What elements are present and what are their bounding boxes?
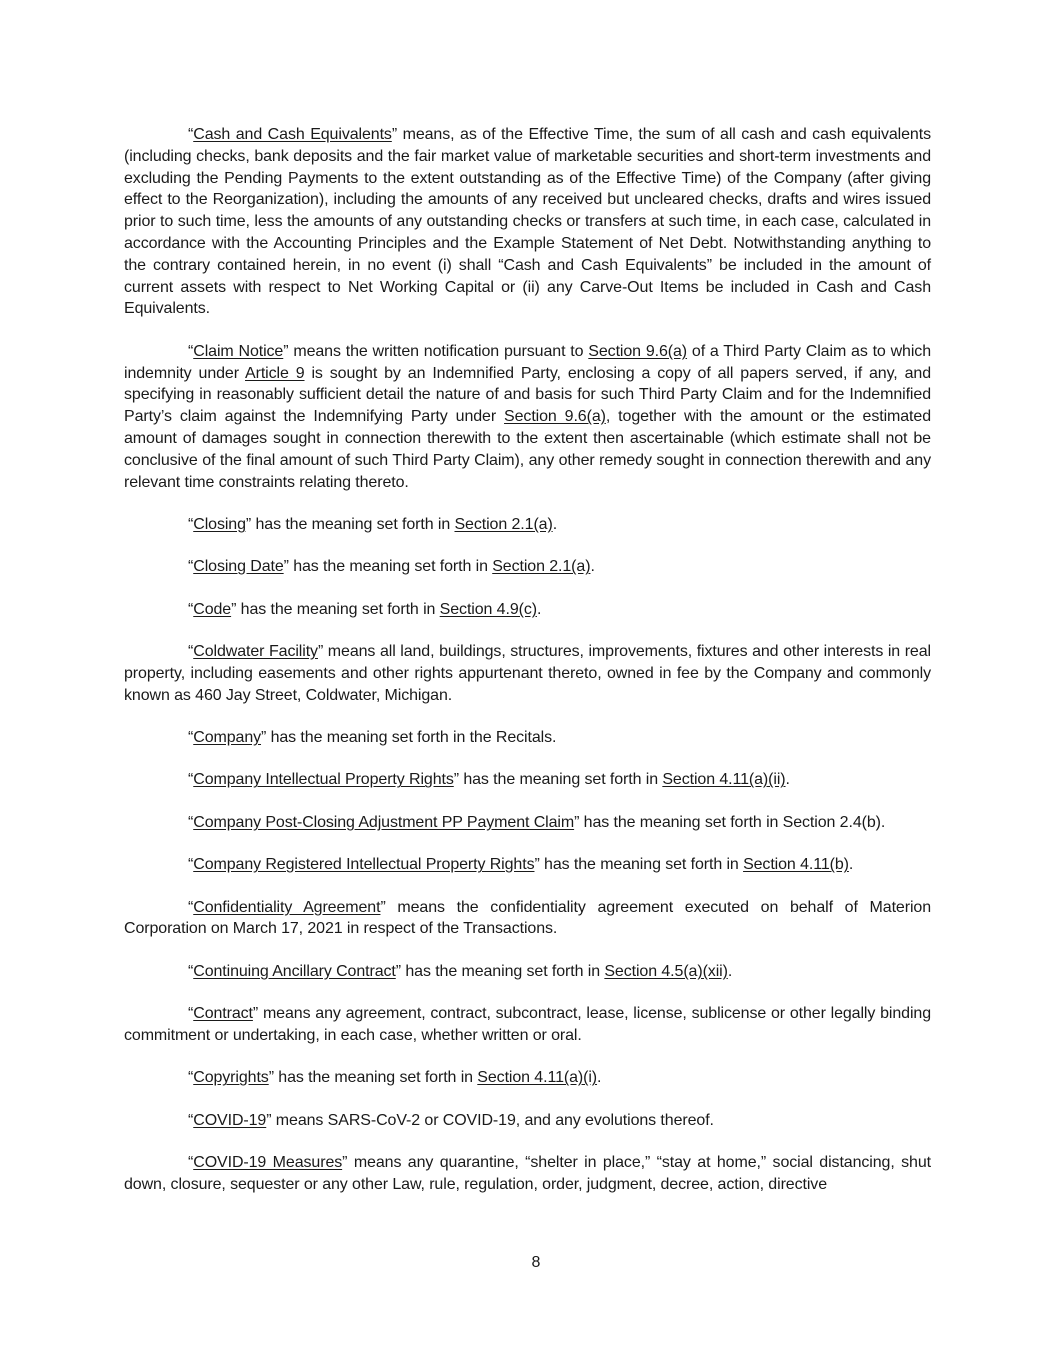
definition-text: “ bbox=[188, 558, 194, 576]
definition-text: . bbox=[848, 856, 854, 874]
definition-text: “ bbox=[188, 856, 194, 874]
defined-term: Cash and Cash Equivalents bbox=[193, 126, 392, 143]
defined-term: Company Post-Closing Adjustment PP Payment Claim bbox=[193, 813, 575, 831]
definition-text: ” has the meaning set forth in bbox=[453, 771, 663, 789]
defined-term: Closing Date bbox=[193, 558, 284, 576]
definition-text: of a Third Party Claim as to which indemnity under bbox=[124, 342, 931, 382]
definition-paragraph bbox=[124, 1152, 931, 1196]
definition-text: ” has the meaning set forth in the Recitals. bbox=[261, 729, 557, 747]
definition-paragraph bbox=[124, 897, 931, 941]
defined-term: Contract bbox=[193, 1005, 253, 1023]
page-number: 8 bbox=[531, 1254, 541, 1271]
defined-term: Company Registered Intellectual Property Rights bbox=[193, 856, 535, 874]
cross-reference: Section 4.11(b) bbox=[743, 856, 849, 874]
definition-text: “ bbox=[188, 962, 194, 980]
cross-reference: Section 9.6(a) bbox=[588, 342, 688, 360]
definition-text: . bbox=[597, 1069, 602, 1087]
definition-text: . bbox=[785, 771, 790, 789]
definition-text: ” has the meaning set forth in bbox=[231, 600, 440, 618]
definition-text: ” means all land, buildings, structures, improvements, fixtures and other interests in real property, including easements and other rights appurtenant thereto, owned in fee by the Company and commonly known as 460 Jay Street, Coldwater, Michigan. bbox=[124, 643, 931, 704]
cross-reference: Section 4.9(c) bbox=[439, 600, 537, 618]
defined-term: Coldwater Facility bbox=[193, 643, 318, 661]
definition-text: “ bbox=[188, 342, 194, 360]
definition-text: “ bbox=[188, 1154, 194, 1172]
defined-term: Company Intellectual Property Rights bbox=[193, 771, 454, 789]
definition-text: . bbox=[727, 962, 733, 980]
definition-text: “ bbox=[188, 643, 194, 661]
definition-paragraph bbox=[124, 769, 931, 791]
definitions-list bbox=[124, 124, 931, 1196]
cross-reference: Section 4.5(a)(xii) bbox=[604, 962, 728, 980]
defined-term: COVID-19 bbox=[193, 1111, 267, 1129]
definition-text: “ bbox=[188, 1069, 194, 1087]
defined-term: Closing bbox=[193, 515, 246, 533]
cross-reference: Section 4.11(a)(ii) bbox=[662, 771, 786, 789]
definition-text: “ bbox=[188, 813, 194, 831]
definition-text: “ bbox=[188, 1005, 194, 1023]
definition-text: . bbox=[590, 558, 595, 576]
defined-term: COVID-19 Measures bbox=[193, 1154, 343, 1172]
definition-text: “ bbox=[188, 729, 194, 747]
cross-reference: Section 2.1(a) bbox=[492, 558, 591, 576]
definition-paragraph bbox=[124, 1110, 931, 1132]
definition-text: . bbox=[552, 515, 558, 533]
definition-paragraph bbox=[124, 599, 931, 621]
definition-text: “ bbox=[188, 1111, 194, 1129]
defined-term: Code bbox=[193, 600, 232, 618]
cross-reference: Section 2.1(a) bbox=[454, 515, 553, 533]
defined-term: Confidentiality Agreement bbox=[193, 898, 381, 916]
definition-text: ” has the meaning set forth in bbox=[395, 962, 605, 980]
defined-term: Copyrights bbox=[193, 1069, 269, 1087]
definition-text: “ bbox=[188, 898, 194, 916]
definition-text: ” has the meaning set forth in bbox=[534, 856, 744, 874]
definition-text: ” means SARS-CoV-2 or COVID-19, and any evolutions thereof. bbox=[266, 1111, 714, 1129]
defined-term: Continuing Ancillary Contract bbox=[193, 962, 396, 980]
defined-term: Claim Notice bbox=[193, 342, 284, 360]
definition-paragraph bbox=[124, 854, 931, 876]
definition-text: ” means the confidentiality agreement executed on behalf of Materion Corporation on March 17, 2021 in respect of the Transactions. bbox=[124, 898, 931, 938]
definition-text: ” has the meaning set forth in Section 2.4(b). bbox=[574, 813, 886, 831]
definition-text: “ bbox=[188, 126, 194, 143]
definition-text: ” means, as of the Effective Time, the sum of all cash and cash equivalents (including checks, bank deposits and the fair market value of marketable securities and short-term investments and excluding the Pending Payments to the extent outstanding as of the Effective Time) of the Company (after giving effect to the Reorganization), including the amounts of any received but uncleared checks, drafts and wires issued prior to such time, less the amounts of any outstanding checks or transfers at such time, in each case, calculated in accordance with the Accounting Principles and the Example Statement of Net Debt. Notwithstanding anything to the contrary contained herein, in no event (i) shall “Cash and Cash Equivalents” be included in the amount of current assets with respect to Net Working Capital or (ii) any Carve-Out Items be included in Cash and Cash Equivalents. bbox=[124, 126, 931, 318]
definition-paragraph bbox=[124, 1067, 931, 1089]
cross-reference: Section 4.11(a)(i) bbox=[477, 1069, 598, 1087]
definition-text: is sought by an Indemnified Party, enclosing a copy of all papers served, if any, and specifying in reasonably sufficient detail the nature of and basis for such Third Party Claim and for the Indemnified Party’s claim against the Indemnifying Party under bbox=[124, 364, 931, 426]
cross-reference: Article 9 bbox=[245, 364, 305, 382]
definition-text: ” means any quarantine, “shelter in place,” “stay at home,” social distancing, shut down, closure, sequester or any other Law, rule, regulation, order, judgment, decree, action, directive bbox=[124, 1154, 931, 1193]
definition-text: “ bbox=[188, 771, 194, 789]
definition-paragraph bbox=[124, 961, 931, 983]
definition-text: ” means the written notification pursuant to bbox=[283, 342, 589, 360]
definition-text: , together with the amount or the estimated amount of damages sought in connection therewith to the extent then ascertainable (which estimate shall not be conclusive of the final amount of such Third Party Claim), any other remedy sought in connection therewith and any relevant time constraints relating thereto. bbox=[124, 408, 931, 491]
definition-paragraph bbox=[124, 727, 931, 749]
definition-paragraph bbox=[124, 556, 931, 578]
definition-paragraph bbox=[124, 124, 931, 320]
definition-text: “ bbox=[188, 515, 194, 533]
definition-paragraph bbox=[124, 341, 931, 494]
definition-text: ” means any agreement, contract, subcontract, lease, license, sublicense or other legally binding commitment or undertaking, in each case, whether written or oral. bbox=[124, 1005, 931, 1045]
definition-text: . bbox=[536, 600, 542, 618]
cross-reference: Section 9.6(a) bbox=[504, 408, 606, 426]
definition-paragraph bbox=[124, 1003, 931, 1047]
definition-text: ” has the meaning set forth in bbox=[268, 1069, 478, 1087]
definition-text: ” has the meaning set forth in bbox=[283, 558, 493, 576]
definition-paragraph bbox=[124, 641, 931, 706]
document-page bbox=[124, 124, 931, 1216]
defined-term: Company bbox=[193, 729, 262, 747]
definition-text: ” has the meaning set forth in bbox=[245, 515, 455, 533]
definition-paragraph bbox=[124, 514, 931, 536]
definition-text: “ bbox=[188, 600, 194, 618]
definition-paragraph bbox=[124, 812, 931, 834]
